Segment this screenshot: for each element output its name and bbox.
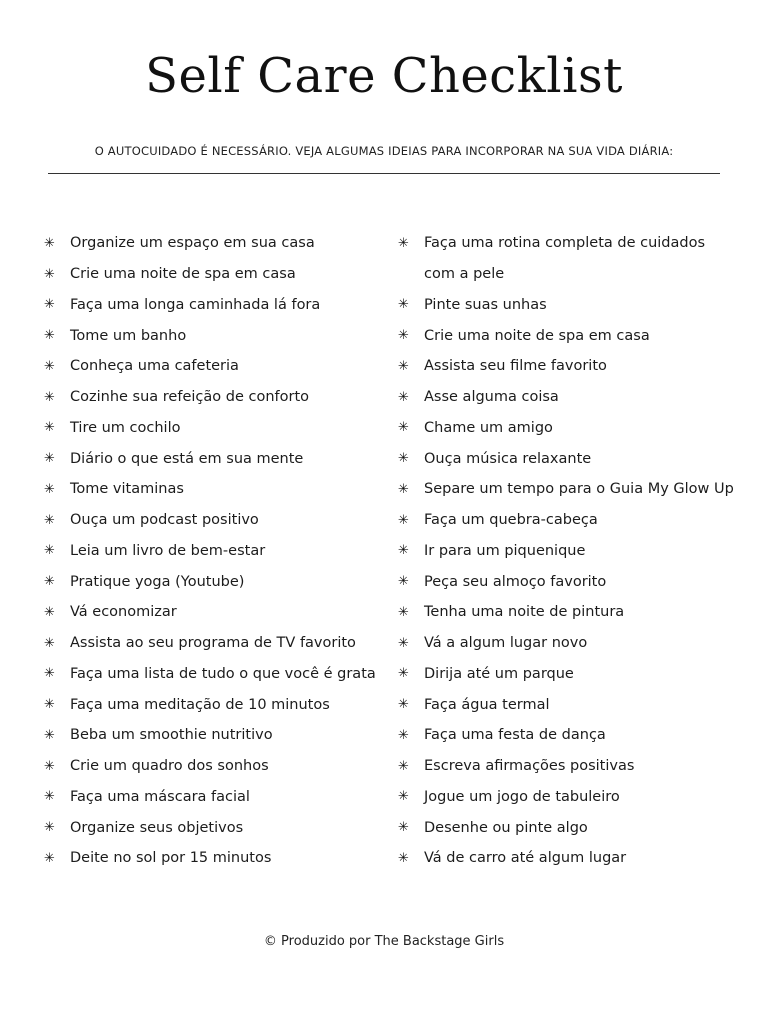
asterisk-icon: ✳ xyxy=(44,574,55,590)
asterisk-icon: ✳ xyxy=(398,697,409,713)
asterisk-icon: ✳ xyxy=(398,543,409,559)
checklist-item: ✳ Cozinhe sua refeição de conforto xyxy=(44,389,310,406)
checklist-item: ✳ Ouça música relaxante xyxy=(398,450,592,467)
checklist-item: ✳ Crie um quadro dos sonhos xyxy=(44,758,269,775)
checklist-item: ✳ Tome um banho xyxy=(44,327,187,344)
checklist-item: ✳ Tire um cochilo xyxy=(44,419,181,436)
checklist-item: ✳ Conheça uma cafeteria xyxy=(44,358,239,375)
checklist-left-column xyxy=(44,228,384,874)
checklist-item: ✳ Escreva afirmações positivas xyxy=(398,758,635,775)
asterisk-icon: ✳ xyxy=(44,481,55,497)
asterisk-icon: ✳ xyxy=(398,451,409,467)
asterisk-icon: ✳ xyxy=(398,789,409,805)
asterisk-icon: ✳ xyxy=(44,820,55,836)
asterisk-icon: ✳ xyxy=(398,235,409,251)
asterisk-icon: ✳ xyxy=(44,697,55,713)
asterisk-icon: ✳ xyxy=(398,727,409,743)
checklist-item: ✳ Ir para um piquenique xyxy=(398,542,586,559)
asterisk-icon: ✳ xyxy=(398,420,409,436)
asterisk-icon: ✳ xyxy=(44,297,55,313)
checklist-item: ✳ Crie uma noite de spa em casa xyxy=(44,266,296,283)
checklist-item: ✳ Faça uma lista de tudo o que você é grata xyxy=(44,665,376,682)
checklist-item: ✳ Jogue um jogo de tabuleiro xyxy=(398,788,620,805)
asterisk-icon: ✳ xyxy=(44,543,55,559)
checklist-item: ✳ Assista seu filme favorito xyxy=(398,358,607,375)
asterisk-icon: ✳ xyxy=(44,389,55,405)
asterisk-icon: ✳ xyxy=(44,235,55,251)
asterisk-icon: ✳ xyxy=(398,666,409,682)
asterisk-icon: ✳ xyxy=(44,420,55,436)
checklist-item-continuation: com a pele xyxy=(424,266,505,283)
checklist-item: ✳ Separe um tempo para o Guia My Glow Up xyxy=(398,481,734,498)
checklist-item: ✳ Vá de carro até algum lugar xyxy=(398,850,627,867)
checklist-item: ✳ Tome vitaminas xyxy=(44,481,184,498)
checklist-item: ✳ Faça uma rotina completa de cuidados xyxy=(398,235,706,252)
checklist-item: ✳ Ouça um podcast positivo xyxy=(44,512,259,529)
checklist-item: ✳ Beba um smoothie nutritivo xyxy=(44,727,273,744)
checklist-item: ✳ Faça uma longa caminhada lá fora xyxy=(44,296,321,313)
checklist-item: ✳ Faça uma meditação de 10 minutos xyxy=(44,696,330,713)
asterisk-icon: ✳ xyxy=(44,850,55,866)
checklist-item: ✳ Organize seus objetivos xyxy=(44,819,244,836)
asterisk-icon: ✳ xyxy=(398,758,409,774)
checklist-item: ✳ Organize um espaço em sua casa xyxy=(44,235,315,252)
checklist-item: ✳ Tenha uma noite de pintura xyxy=(398,604,625,621)
checklist-item: ✳ Leia um livro de bem-estar xyxy=(44,542,266,559)
divider xyxy=(48,173,720,174)
checklist-item: ✳ Faça água termal xyxy=(398,696,550,713)
checklist-item: ✳ Pratique yoga (Youtube) xyxy=(44,573,245,590)
checklist-item: ✳ Crie uma noite de spa em casa xyxy=(398,327,650,344)
asterisk-icon: ✳ xyxy=(398,481,409,497)
asterisk-icon: ✳ xyxy=(398,574,409,590)
checklist-item: ✳ Desenhe ou pinte algo xyxy=(398,819,588,836)
asterisk-icon: ✳ xyxy=(44,666,55,682)
asterisk-icon: ✳ xyxy=(44,266,55,282)
asterisk-icon: ✳ xyxy=(398,297,409,313)
asterisk-icon: ✳ xyxy=(44,789,55,805)
checklist-item: ✳ Asse alguma coisa xyxy=(398,389,559,406)
asterisk-icon: ✳ xyxy=(398,850,409,866)
asterisk-icon: ✳ xyxy=(398,635,409,651)
checklist-item: ✳ Chame um amigo xyxy=(398,419,553,436)
asterisk-icon: ✳ xyxy=(44,512,55,528)
checklist-item: ✳ Peça seu almoço favorito xyxy=(398,573,607,590)
asterisk-icon: ✳ xyxy=(44,758,55,774)
asterisk-icon: ✳ xyxy=(398,512,409,528)
asterisk-icon: ✳ xyxy=(398,358,409,374)
checklist-item: ✳ Diário o que está em sua mente xyxy=(44,450,304,467)
checklist-right-column xyxy=(398,228,743,874)
checklist-item: ✳ Faça uma máscara facial xyxy=(44,788,250,805)
page-title: Self Care Checklist xyxy=(145,48,623,104)
checklist-item: ✳ Vá economizar xyxy=(44,604,177,621)
asterisk-icon: ✳ xyxy=(44,604,55,620)
checklist-item: ✳ Deite no sol por 15 minutos xyxy=(44,850,272,867)
checklist-item: ✳ Dirija até um parque xyxy=(398,665,574,682)
checklist-item: ✳ Faça uma festa de dança xyxy=(398,727,606,744)
checklist-item: ✳ Vá a algum lugar novo xyxy=(398,635,588,652)
checklist-item: ✳ Faça um quebra-cabeça xyxy=(398,512,598,529)
asterisk-icon: ✳ xyxy=(398,328,409,344)
asterisk-icon: ✳ xyxy=(398,820,409,836)
asterisk-icon: ✳ xyxy=(44,727,55,743)
checklist-item: ✳ Assista ao seu programa de TV favorito xyxy=(44,635,356,652)
asterisk-icon: ✳ xyxy=(44,451,55,467)
asterisk-icon: ✳ xyxy=(44,635,55,651)
footer-credit: © Produzido por The Backstage Girls xyxy=(263,934,505,949)
checklist-item: ✳ Pinte suas unhas xyxy=(398,296,547,313)
asterisk-icon: ✳ xyxy=(44,358,55,374)
asterisk-icon: ✳ xyxy=(398,389,409,405)
asterisk-icon: ✳ xyxy=(44,328,55,344)
page-subtitle: O AUTOCUIDADO É NECESSÁRIO. VEJA ALGUMAS IDEIAS PARA INCORPORAR NA SUA VIDA DIÁRIA: xyxy=(94,144,674,158)
asterisk-icon: ✳ xyxy=(398,604,409,620)
